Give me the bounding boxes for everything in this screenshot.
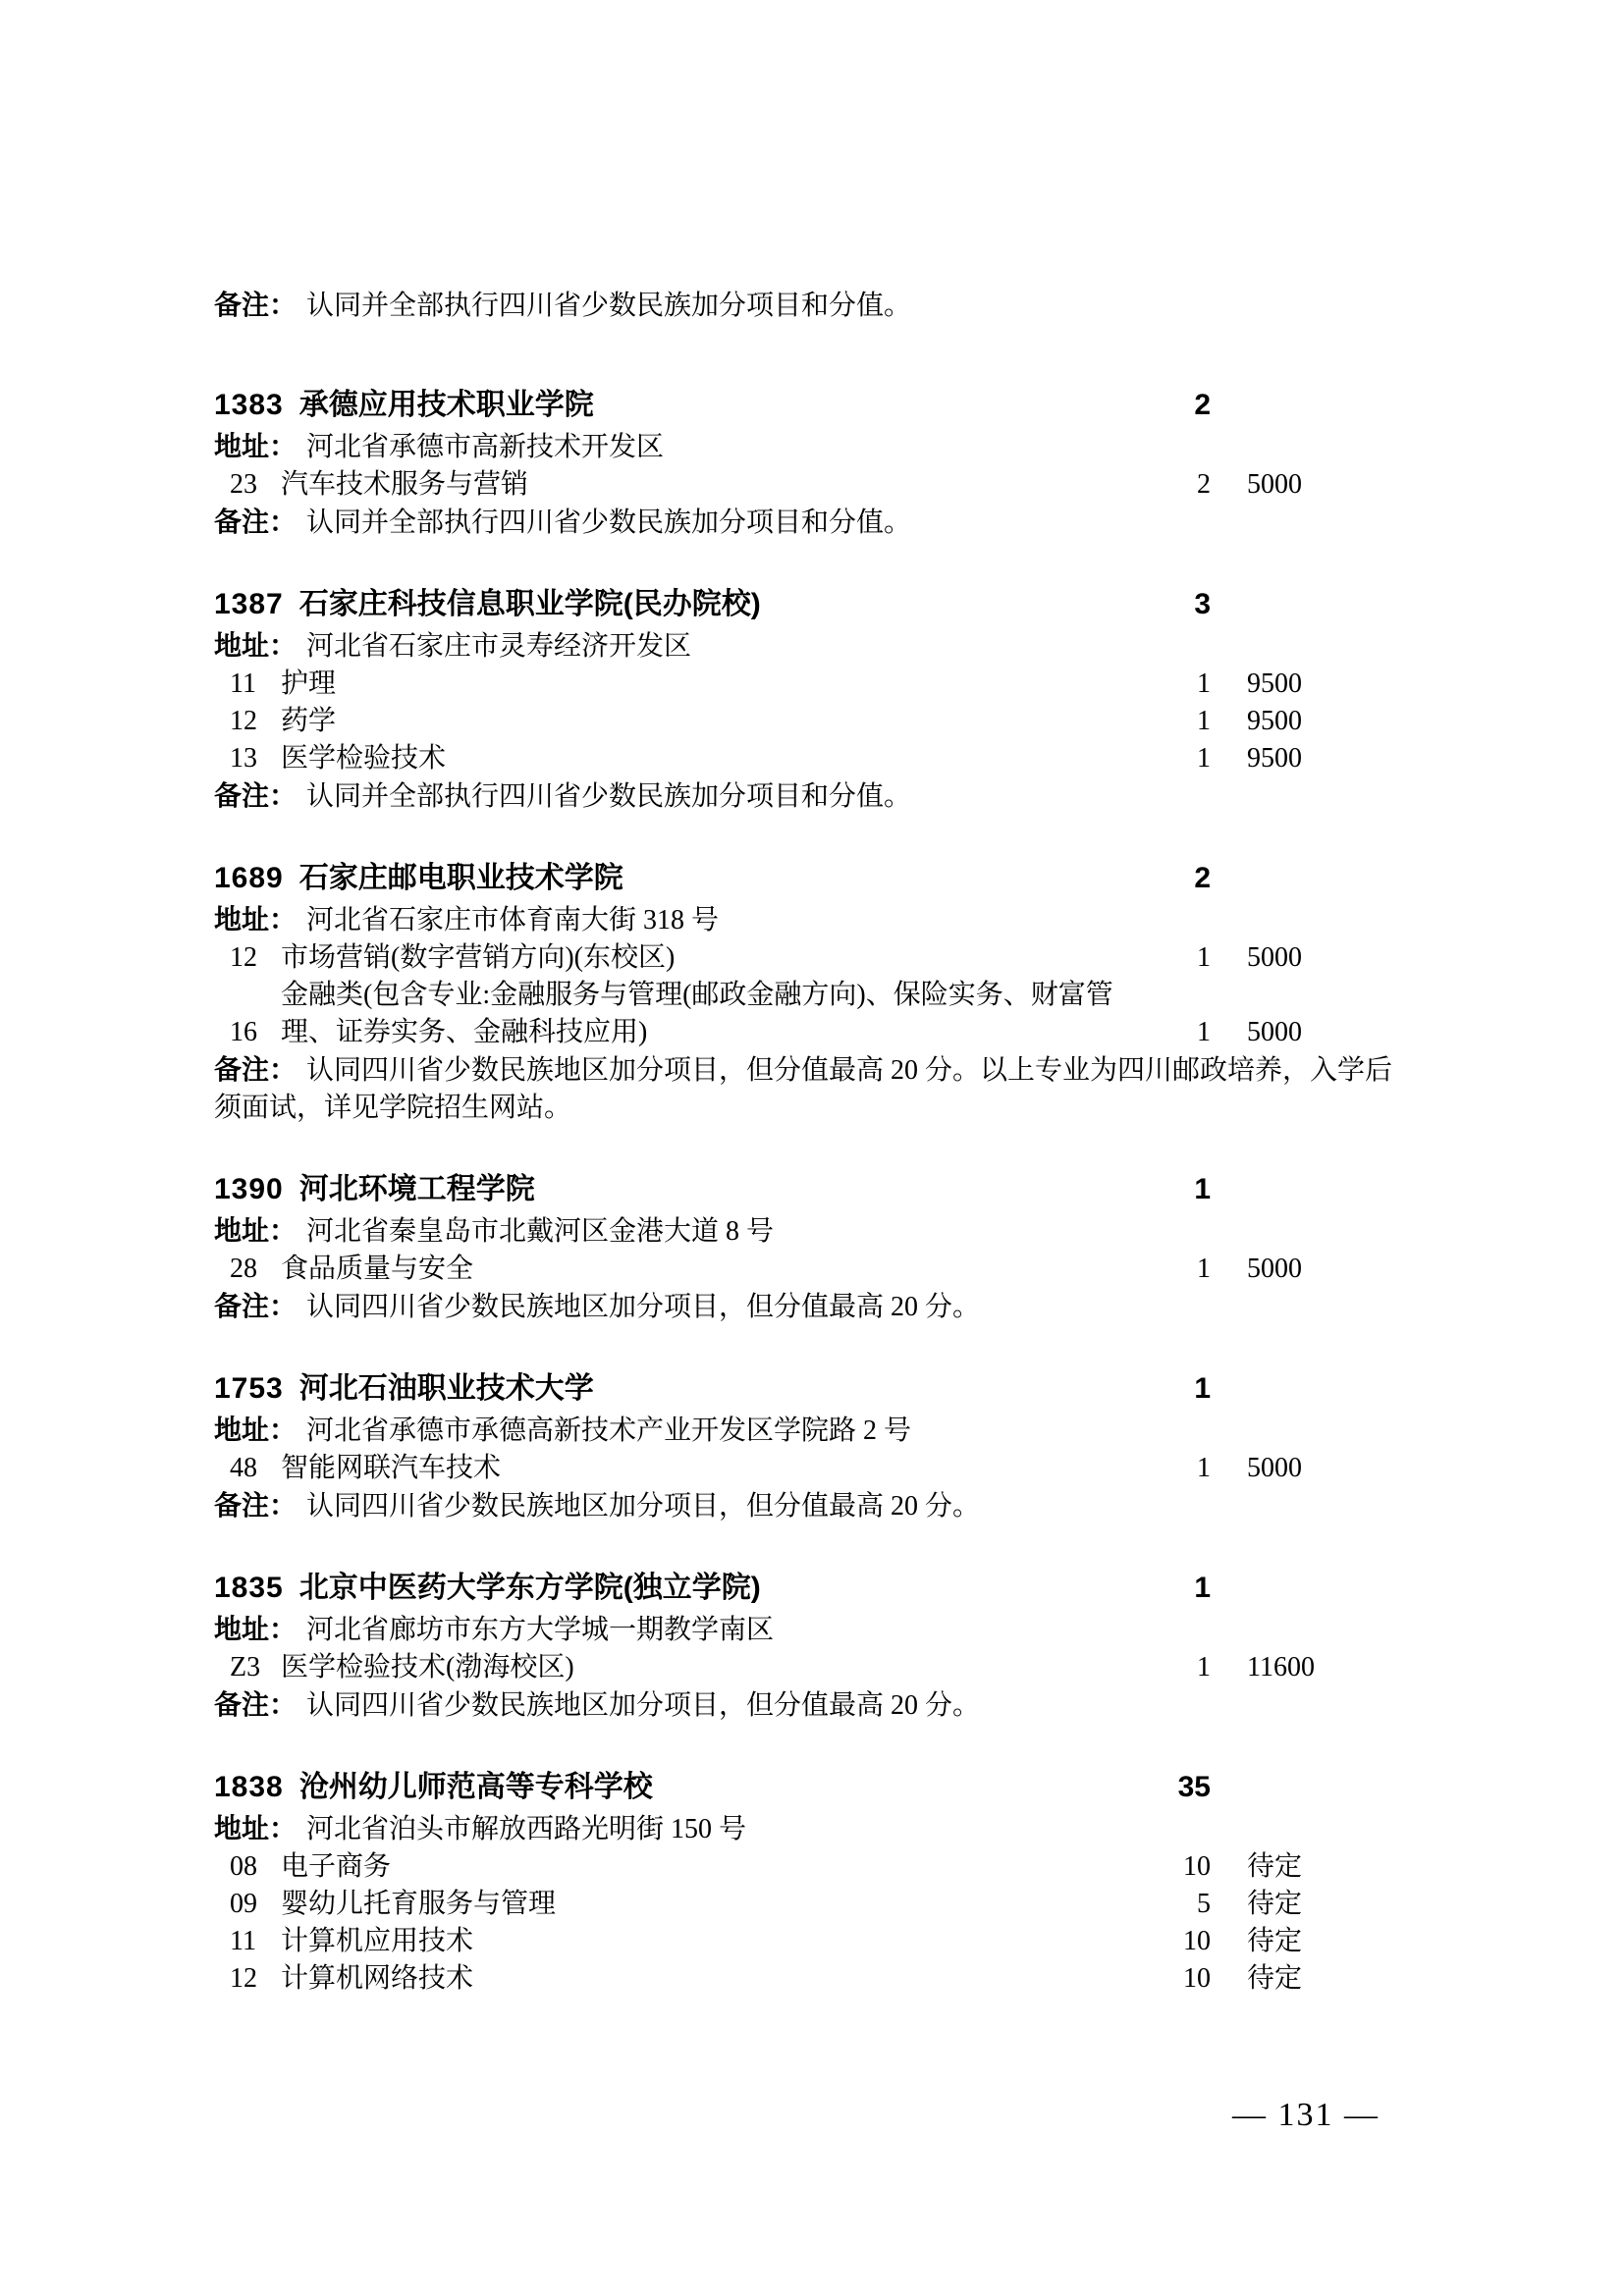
college-plan-total: 1 — [1194, 1572, 1211, 1604]
address-value: 河北省泊头市解放西路光明街 150 号 — [306, 1814, 747, 1844]
major-list — [214, 1848, 1419, 1998]
major-count: 1 — [1197, 743, 1211, 774]
major-fee: 5000 — [1247, 1017, 1302, 1047]
major-fee: 待定 — [1247, 1926, 1303, 1956]
major-count: 1 — [1197, 942, 1211, 973]
college-name: 承德应用技术职业学院 — [298, 389, 594, 421]
major-row — [214, 1649, 1419, 1686]
remark-text: 认同四川省少数民族地区加分项目，但分值最高 20 分。 — [306, 1690, 981, 1721]
major-name: 婴幼儿托育服务与管理 — [281, 1889, 557, 1919]
college-code: 1390 — [214, 1173, 284, 1205]
college-block — [214, 581, 1419, 816]
college-code: 1753 — [214, 1372, 284, 1405]
major-fee: 5000 — [1247, 942, 1302, 973]
college-address — [214, 1611, 1419, 1649]
major-row — [214, 977, 1419, 1051]
major-fee: 待定 — [1247, 1963, 1303, 1994]
major-fee: 5000 — [1247, 469, 1302, 500]
major-count: 5 — [1197, 1889, 1211, 1919]
college-header — [214, 1565, 1419, 1611]
major-fee: 待定 — [1247, 1889, 1303, 1919]
college-header — [214, 1365, 1419, 1412]
college-block — [214, 1764, 1419, 1998]
major-name: 护理 — [281, 668, 337, 699]
major-code: 12 — [230, 942, 257, 973]
major-fee: 9500 — [1247, 706, 1302, 736]
major-list — [214, 939, 1419, 1051]
college-code: 1835 — [214, 1572, 284, 1604]
address-value: 河北省石家庄市灵寿经济开发区 — [306, 631, 692, 662]
major-row — [214, 740, 1419, 777]
major-code: 48 — [230, 1453, 257, 1483]
college-block — [214, 382, 1419, 542]
major-fee: 5000 — [1247, 1453, 1302, 1483]
address-value: 河北省承德市承德高新技术产业开发区学院路 2 号 — [306, 1415, 912, 1446]
major-name: 食品质量与安全 — [281, 1254, 474, 1284]
major-count: 2 — [1197, 469, 1211, 500]
major-code: 28 — [230, 1254, 257, 1284]
major-list — [214, 1450, 1419, 1487]
college-header — [214, 1764, 1419, 1810]
major-name: 电子商务 — [281, 1851, 392, 1882]
college-name: 石家庄邮电职业技术学院 — [298, 862, 623, 894]
college-remark — [214, 1288, 1419, 1326]
college-plan-total: 35 — [1177, 1771, 1211, 1803]
address-label: 地址： — [214, 1415, 298, 1445]
college-name: 石家庄科技信息职业学院(民办院校) — [298, 588, 761, 620]
college-name: 河北环境工程学院 — [298, 1173, 535, 1205]
major-name: 智能网联汽车技术 — [281, 1453, 502, 1483]
address-value: 河北省廊坊市东方大学城一期教学南区 — [306, 1615, 775, 1645]
remark-label: 备注： — [214, 1291, 298, 1321]
college-code: 1387 — [214, 588, 284, 620]
address-label: 地址： — [214, 1614, 298, 1644]
college-plan-total: 2 — [1194, 389, 1211, 421]
address-label: 地址： — [214, 904, 298, 934]
address-label: 地址： — [214, 1215, 298, 1246]
continued-remark — [214, 287, 1419, 343]
major-code: 23 — [230, 469, 257, 500]
address-value: 河北省承德市高新技术开发区 — [306, 432, 665, 462]
college-remark — [214, 1051, 1419, 1127]
college-address — [214, 1212, 1419, 1251]
address-value: 河北省秦皇岛市北戴河区金港大道 8 号 — [306, 1216, 775, 1247]
major-count: 1 — [1197, 1254, 1211, 1284]
major-code: 16 — [230, 1017, 257, 1047]
major-list — [214, 1649, 1419, 1686]
college-name: 河北石油职业技术大学 — [298, 1372, 594, 1405]
remark-text: 认同并全部执行四川省少数民族加分项目和分值。 — [306, 507, 912, 538]
major-count: 1 — [1197, 1017, 1211, 1047]
major-code: 12 — [230, 706, 257, 736]
major-row — [214, 1886, 1419, 1923]
college-code: 1689 — [214, 862, 284, 894]
college-plan-total: 2 — [1194, 862, 1211, 894]
major-code: 11 — [230, 668, 256, 699]
college-list — [214, 382, 1419, 1998]
college-address — [214, 901, 1419, 939]
remark-text: 认同四川省少数民族地区加分项目，但分值最高 20 分。 — [306, 1292, 981, 1322]
major-row — [214, 466, 1419, 504]
major-name: 汽车技术服务与营销 — [281, 469, 529, 500]
major-code: Z3 — [230, 1652, 261, 1682]
address-label: 地址： — [214, 630, 298, 661]
college-plan-total: 1 — [1194, 1173, 1211, 1205]
address-label: 地址： — [214, 1813, 298, 1843]
college-block — [214, 1565, 1419, 1725]
major-code: 13 — [230, 743, 257, 774]
remark-label: 备注： — [214, 780, 298, 811]
remark-text: 认同并全部执行四川省少数民族加分项目和分值。 — [306, 781, 912, 812]
major-fee: 待定 — [1247, 1851, 1303, 1882]
major-row — [214, 1450, 1419, 1487]
college-header — [214, 855, 1419, 901]
major-name: 市场营销(数字营销方向)(东校区) — [281, 942, 676, 973]
college-plan-total: 1 — [1194, 1372, 1211, 1405]
major-list — [214, 466, 1419, 504]
major-name: 计算机网络技术 — [281, 1963, 474, 1994]
major-count: 10 — [1183, 1851, 1211, 1882]
major-row — [214, 1848, 1419, 1886]
major-row — [214, 1960, 1419, 1998]
major-count: 10 — [1183, 1963, 1211, 1994]
major-name: 金融类(包含专业:金融服务与管理(邮政金融方向)、保险实务、财富管理、证券实务、金融科技应用) — [281, 980, 1113, 1047]
college-remark — [214, 1686, 1419, 1725]
major-row — [214, 939, 1419, 977]
major-row — [214, 666, 1419, 703]
major-count: 1 — [1197, 706, 1211, 736]
major-row — [214, 1923, 1419, 1960]
major-code: 09 — [230, 1889, 257, 1919]
college-block — [214, 1365, 1419, 1525]
major-fee: 5000 — [1247, 1254, 1302, 1284]
major-row — [214, 1251, 1419, 1288]
remark-label: 备注： — [214, 290, 298, 320]
major-list — [214, 666, 1419, 777]
college-name: 沧州幼儿师范高等专科学校 — [298, 1771, 653, 1803]
major-name: 计算机应用技术 — [281, 1926, 474, 1956]
college-header — [214, 1166, 1419, 1212]
major-code: 12 — [230, 1963, 257, 1994]
college-remark — [214, 504, 1419, 542]
college-name: 北京中医药大学东方学院(独立学院) — [298, 1572, 761, 1604]
address-label: 地址： — [214, 431, 298, 461]
major-fee: 11600 — [1247, 1652, 1315, 1682]
major-fee: 9500 — [1247, 668, 1302, 699]
college-address — [214, 1810, 1419, 1848]
major-code: 08 — [230, 1851, 257, 1882]
major-count: 1 — [1197, 668, 1211, 699]
remark-text: 认同四川省少数民族地区加分项目，但分值最高 20 分。以上专业为四川邮政培养，入学后须面试，详见学院招生网站。 — [214, 1055, 1393, 1123]
remark-label: 备注： — [214, 1054, 298, 1085]
remark-label: 备注： — [214, 1490, 298, 1521]
college-code: 1383 — [214, 389, 284, 421]
major-name: 药学 — [281, 706, 337, 736]
college-header — [214, 581, 1419, 627]
page-number: — 131 — — [1232, 2097, 1380, 2133]
remark-text: 认同并全部执行四川省少数民族加分项目和分值。 — [306, 291, 912, 321]
college-address — [214, 428, 1419, 466]
college-address — [214, 627, 1419, 666]
remark-text: 认同四川省少数民族地区加分项目，但分值最高 20 分。 — [306, 1491, 981, 1522]
major-row — [214, 703, 1419, 740]
college-block — [214, 1166, 1419, 1326]
major-name: 医学检验技术(渤海校区) — [281, 1652, 574, 1682]
college-plan-total: 3 — [1194, 588, 1211, 620]
college-remark — [214, 777, 1419, 816]
major-count: 10 — [1183, 1926, 1211, 1956]
page-content — [214, 287, 1419, 1998]
major-name: 医学检验技术 — [281, 743, 447, 774]
address-value: 河北省石家庄市体育南大街 318 号 — [306, 905, 720, 935]
remark-label: 备注： — [214, 507, 298, 537]
remark-label: 备注： — [214, 1689, 298, 1720]
college-address — [214, 1412, 1419, 1450]
major-fee: 9500 — [1247, 743, 1302, 774]
college-remark — [214, 1487, 1419, 1525]
major-list — [214, 1251, 1419, 1288]
major-count: 1 — [1197, 1652, 1211, 1682]
college-code: 1838 — [214, 1771, 284, 1803]
major-code: 11 — [230, 1926, 256, 1956]
major-count: 1 — [1197, 1453, 1211, 1483]
college-block — [214, 855, 1419, 1127]
college-header — [214, 382, 1419, 428]
